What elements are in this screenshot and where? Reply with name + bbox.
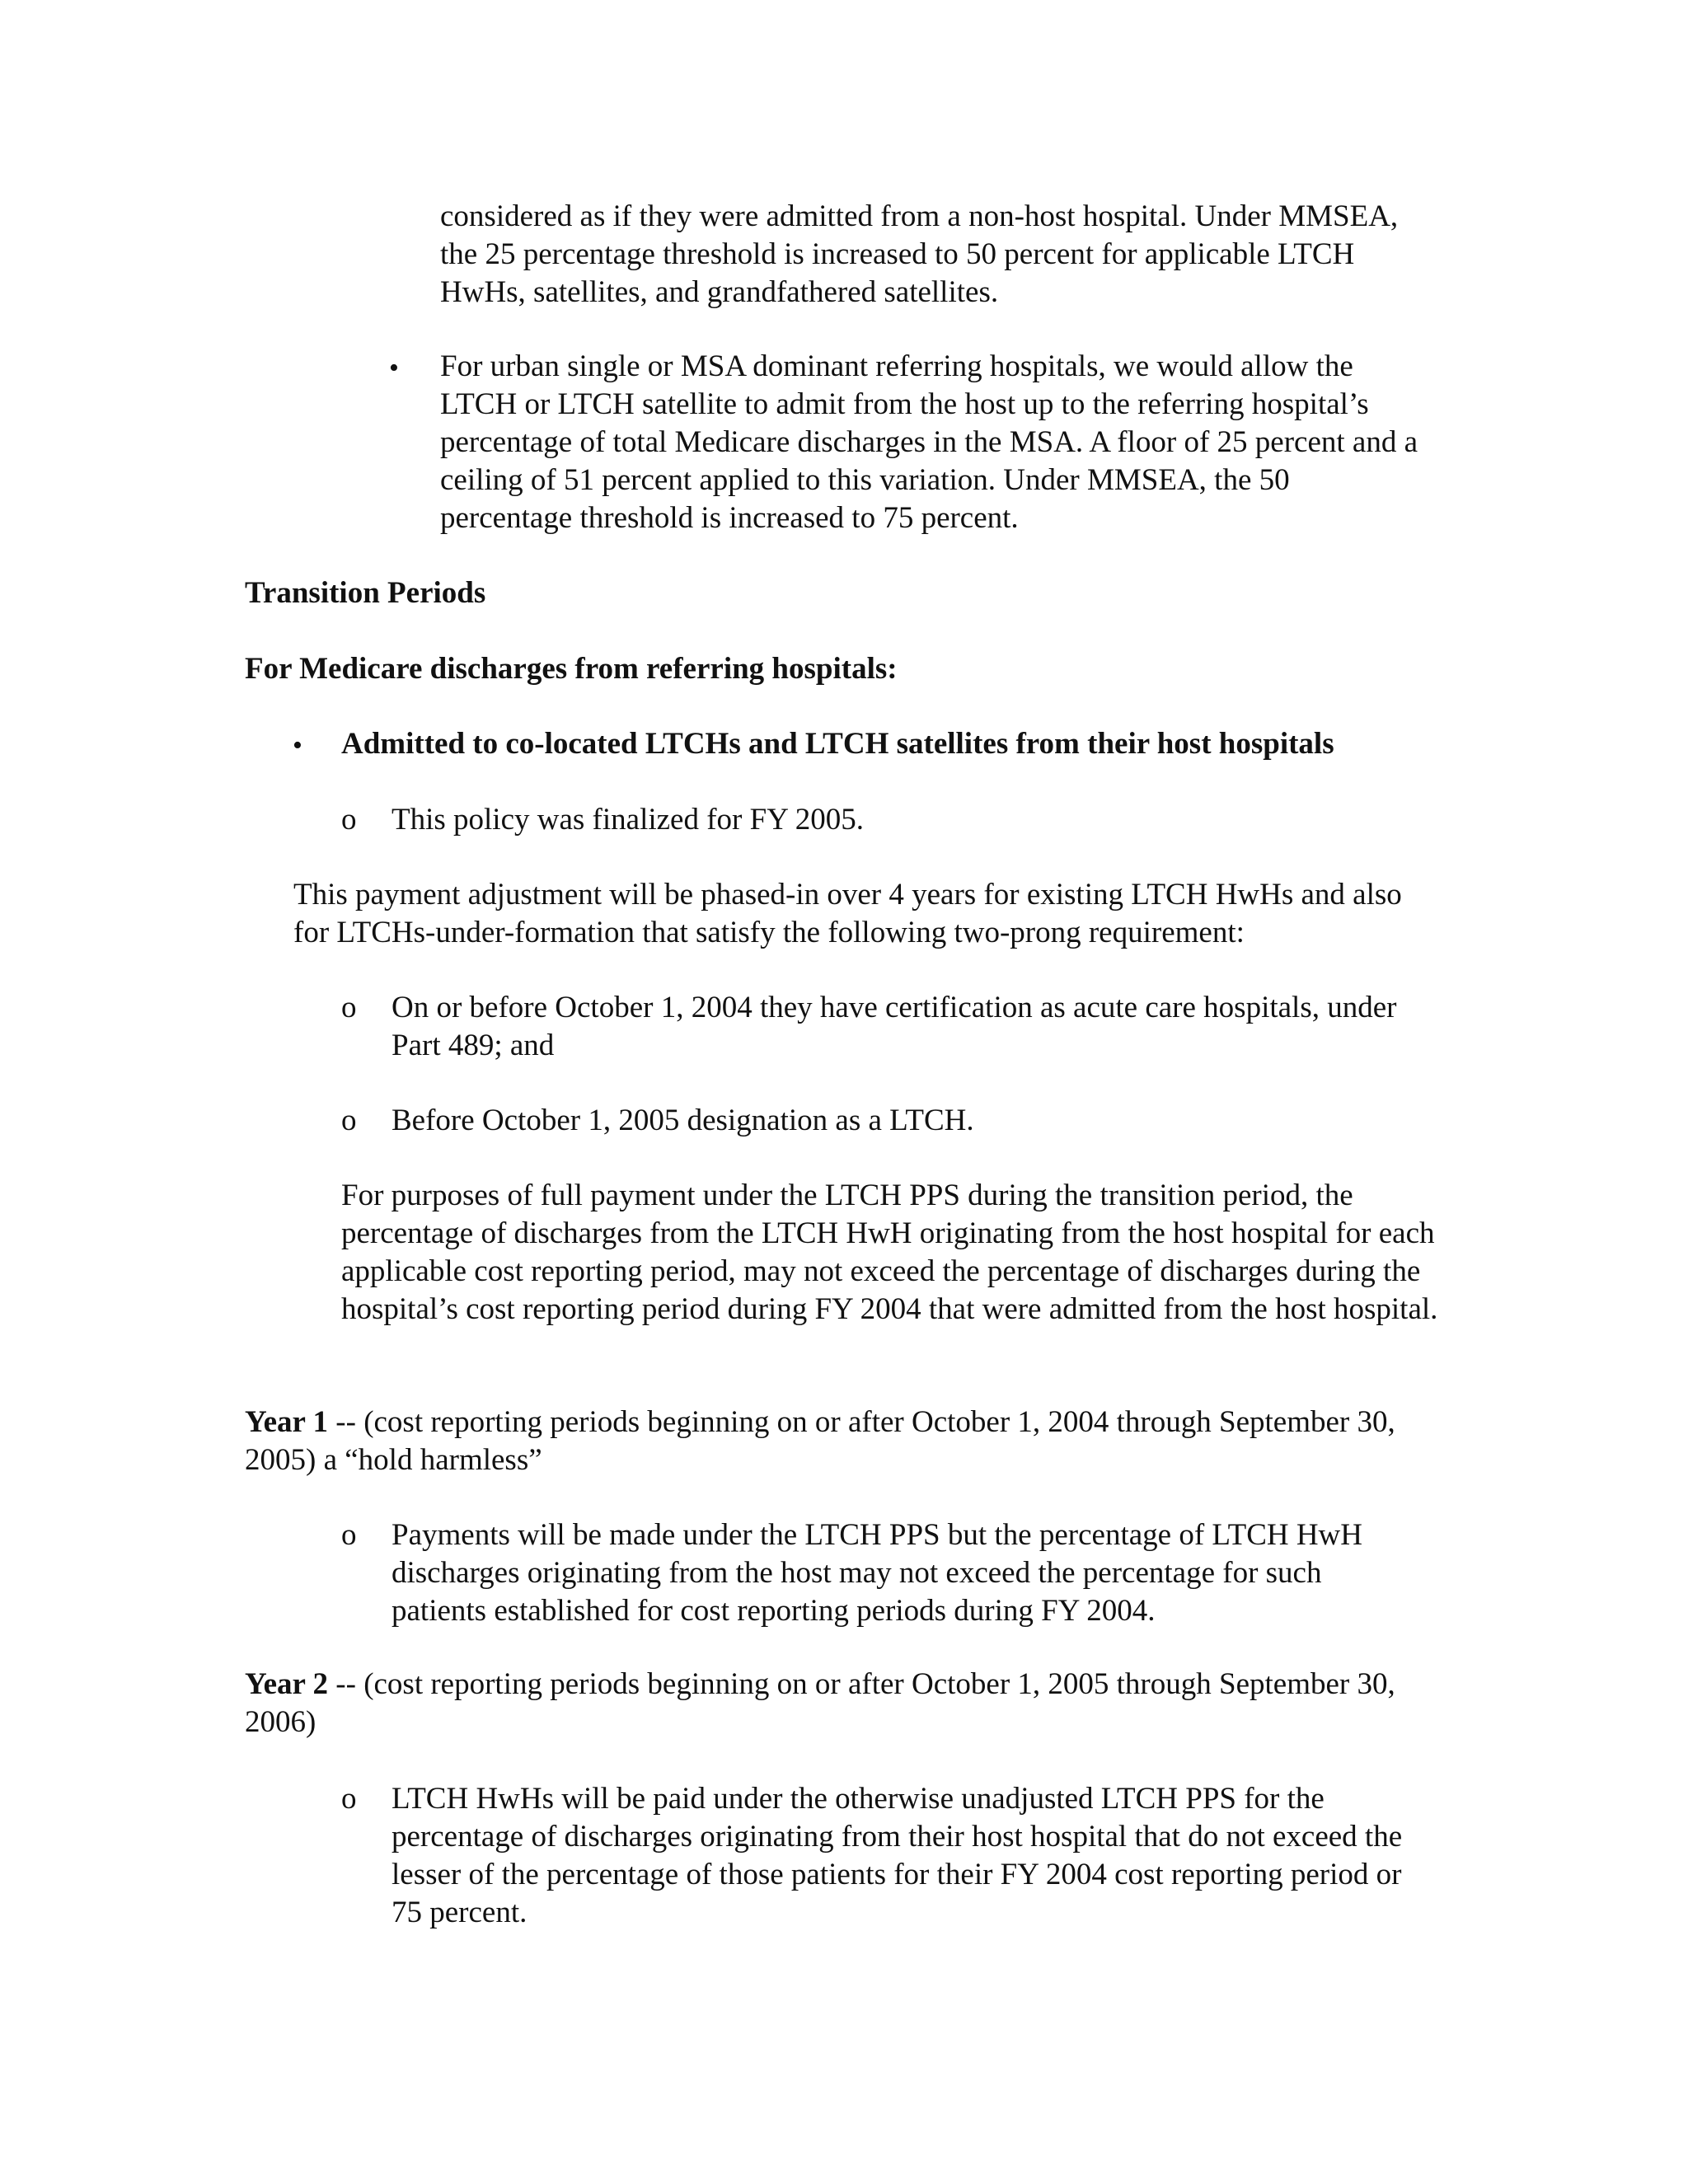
bullet-marker: • — [293, 730, 302, 761]
year-1-description: -- (cost reporting periods beginning on or after October 1, 2004 through September 30, 2005) a “hold harmless” — [245, 1405, 1395, 1477]
bullet-marker: • — [389, 353, 399, 383]
medicare-discharges-heading: For Medicare discharges from referring hospitals: — [245, 652, 898, 686]
year-2-paragraph — [245, 1666, 1465, 1741]
year-1-item-text: Payments will be made under the LTCH PPS but the percentage of LTCH HwH discharges originating from the host may not exceed the percentage for such patients established for cost reporting periods during FY 2004. — [392, 1518, 1363, 1628]
sub-item-marker: o — [341, 803, 357, 837]
sub-item-marker: o — [341, 991, 357, 1024]
sub-item-marker: o — [341, 1104, 357, 1137]
phase-in-paragraph: This payment adjustment will be phased-in over 4 years for existing LTCH HwHs and also for LTCHs-under-formation that satisfy the following two-prong requirement: — [293, 878, 1402, 949]
requirement-text: On or before October 1, 2004 they have certification as acute care hospitals, under Part 489; and — [392, 991, 1397, 1062]
full-payment-paragraph: For purposes of full payment under the LTCH PPS during the transition period, the percentage of discharges from the LTCH HwH originating from the host hospital for each applicable cost reporting period, may not exceed the percentage of discharges during the hospital’s cost reporting period during FY 2004 that were admitted from the host hospital. — [341, 1179, 1438, 1326]
year-1-label: Year 1 — [245, 1405, 329, 1439]
year-2-description: -- (cost reporting periods beginning on or after October 1, 2005 through September 30, 2006) — [245, 1667, 1395, 1739]
requirement-text: Before October 1, 2005 designation as a LTCH. — [392, 1104, 974, 1137]
admitted-host-hospitals-bullet-text: Admitted to co-located LTCHs and LTCH satellites from their host hospitals — [341, 727, 1334, 761]
policy-finalized-text: This policy was finalized for FY 2005. — [392, 803, 865, 837]
sub-item-marker: o — [341, 1782, 357, 1816]
urban-hospitals-bullet-text: For urban single or MSA dominant referring hospitals, we would allow the LTCH or LTCH satellite to admit from the host up to the referring hospital’s percentage of total Medicare discharges in the MSA. A floor of 25 percent and a ceiling of 51 percent applied to this variation. Under MMSEA, the 50 percentage threshold is increased to 75 percent. — [440, 349, 1418, 535]
sub-item-marker: o — [341, 1518, 357, 1552]
year-2-label: Year 2 — [245, 1667, 329, 1701]
year-2-item-text: LTCH HwHs will be paid under the otherwise unadjusted LTCH PPS for the percentage of discharges originating from their host hospital that do not exceed the lesser of the percentage of those patients for their FY 2004 cost reporting period or 75 percent. — [392, 1782, 1403, 1929]
intro-continuation-paragraph: considered as if they were admitted from a non-host hospital. Under MMSEA, the 25 percentage threshold is increased to 50 percent for applicable LTCH HwHs, satellites, and grandfathered satellites. — [440, 199, 1399, 309]
year-1-paragraph — [245, 1404, 1465, 1479]
transition-periods-heading: Transition Periods — [245, 576, 486, 610]
